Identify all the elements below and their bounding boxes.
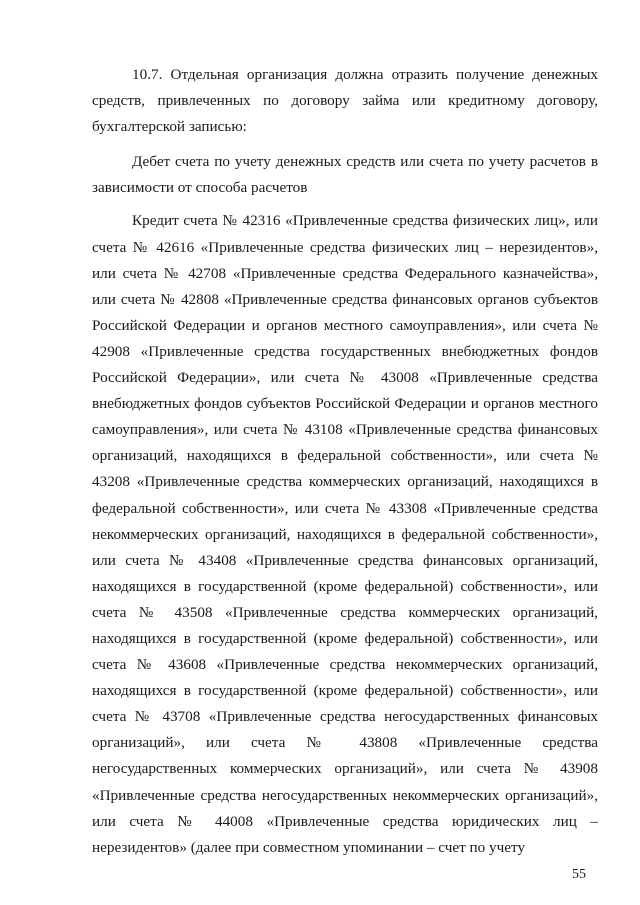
paragraph-credit: Кредит счета № 42316 «Привлеченные средства физических лиц», или счета № 42616 «Привлеченные средства физических лиц – нерезидентов», или счета № 42708 «Привлеченные средства Федерального казначейства», или счета № 42808 «Привлеченные средства финансовых органов субъектов Российской Федерации и органов местного самоуправления», или счета № 42908 «Привлеченные средства государственных внебюджетных фондов Российской Федерации», или счета № 43008 «Привлеченные средства внебюджетных фондов субъектов Российской Федерации и органов местного самоуправления», или счета № 43108 «Привлеченные средства финансовых организаций, находящихся в федеральной собственности», или счета № 43208 «Привлеченные средства коммерческих организаций, находящихся в федеральной собственности», или счета № 43308 «Привлеченные средства некоммерческих организаций, находящихся в федеральной собственности», или счета № 43408 «Привлеченные средства финансовых организаций, находящихся в государственной (кроме федеральной) собственности», или счета № 43508 «Привлеченные средства коммерческих организаций, находящихся в государственной (кроме федеральной) собственности», или счета № 43608 «Привлеченные средства некоммерческих организаций, находящихся в государственной (кроме федеральной) собственности», или счета № 43708 «Привлеченные средства негосударственных финансовых организаций», или счета № 43808 «Привлеченные средства негосударственных коммерческих организаций», или счета № 43908 «Привлеченные средства негосударственных некоммерческих организаций», или счета № 44008 «Привлеченные средства юридических лиц – нерезидентов» (далее при совместном упоминании – счет по учету: [92, 212, 598, 856]
paragraph-debit: Дебет счета по учету денежных средств или счета по учету расчетов в зависимости от способа расчетов: [92, 153, 598, 197]
paragraph-10-7: 10.7. Отдельная организация должна отразить получение денежных средств, привлеченных по договору займа или кредитному договору, бухгалтерской записью:: [92, 66, 598, 136]
page-number: 55: [572, 867, 586, 882]
document-body: [92, 62, 598, 861]
